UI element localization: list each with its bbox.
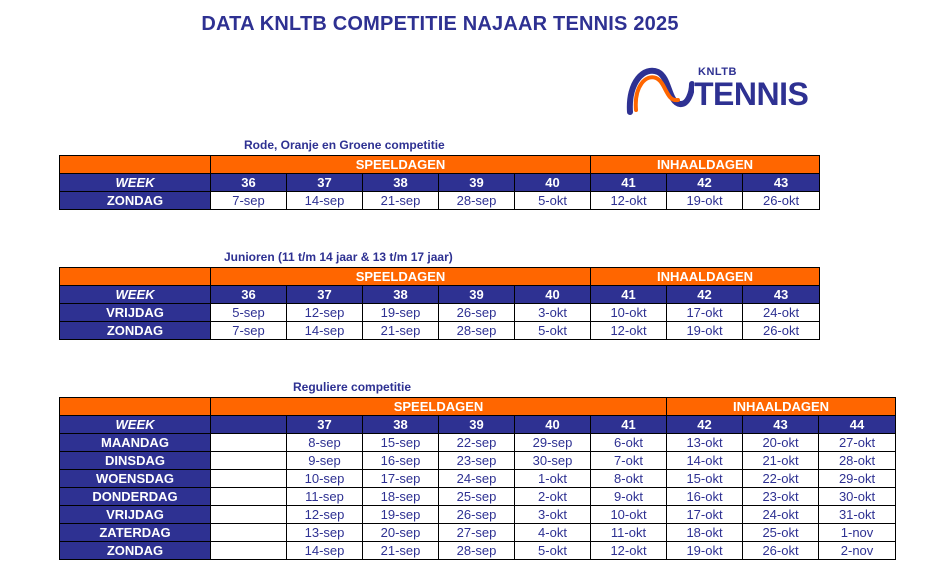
date-cell: 2-nov bbox=[819, 542, 896, 560]
date-cell: 18-sep bbox=[363, 488, 439, 506]
date-cell: 22-sep bbox=[439, 434, 515, 452]
date-cell: 10-sep bbox=[287, 470, 363, 488]
day-label: DINSDAG bbox=[60, 452, 211, 470]
week-label: WEEK bbox=[60, 286, 211, 304]
date-cell: 19-sep bbox=[363, 304, 439, 322]
date-cell: 12-sep bbox=[287, 304, 363, 322]
table2-caption: Junioren (11 t/m 14 jaar & 13 t/m 17 jaar) bbox=[224, 250, 453, 264]
table-row bbox=[60, 434, 896, 452]
day-label: VRIJDAG bbox=[60, 506, 211, 524]
date-cell: 8-sep bbox=[287, 434, 363, 452]
empty-cell bbox=[211, 488, 287, 506]
day-label: VRIJDAG bbox=[60, 304, 211, 322]
week-number: 40 bbox=[515, 416, 591, 434]
date-cell: 23-sep bbox=[439, 452, 515, 470]
table-row bbox=[60, 452, 896, 470]
section-speeldagen: SPEELDAGEN bbox=[211, 268, 591, 286]
date-cell: 19-okt bbox=[667, 542, 743, 560]
date-cell: 21-sep bbox=[363, 192, 439, 210]
table-row bbox=[60, 506, 896, 524]
date-cell: 28-sep bbox=[439, 322, 515, 340]
week-number: 37 bbox=[287, 286, 363, 304]
day-label: WOENSDAG bbox=[60, 470, 211, 488]
date-cell: 17-sep bbox=[363, 470, 439, 488]
date-cell: 3-okt bbox=[515, 304, 591, 322]
day-label: ZONDAG bbox=[60, 322, 211, 340]
date-cell: 15-okt bbox=[667, 470, 743, 488]
date-cell: 28-sep bbox=[439, 192, 515, 210]
week-row bbox=[60, 174, 820, 192]
week-number: 42 bbox=[667, 174, 743, 192]
date-cell: 11-okt bbox=[591, 524, 667, 542]
date-cell: 9-okt bbox=[591, 488, 667, 506]
date-cell: 28-sep bbox=[439, 542, 515, 560]
date-cell: 25-sep bbox=[439, 488, 515, 506]
page-title: DATA KNLTB COMPETITIE NAJAAR TENNIS 2025 bbox=[201, 13, 679, 35]
date-cell: 26-okt bbox=[743, 192, 820, 210]
date-cell: 26-sep bbox=[439, 304, 515, 322]
table-row bbox=[60, 470, 896, 488]
day-label: DONDERDAG bbox=[60, 488, 211, 506]
week-row bbox=[60, 416, 896, 434]
table3-caption: Reguliere competitie bbox=[293, 380, 412, 394]
header-blank bbox=[60, 156, 211, 174]
date-cell: 27-okt bbox=[819, 434, 896, 452]
table-row bbox=[60, 524, 896, 542]
logo-text-knltb: KNLTB bbox=[698, 66, 737, 78]
week-number: 39 bbox=[439, 286, 515, 304]
date-cell: 14-sep bbox=[287, 192, 363, 210]
day-label: MAANDAG bbox=[60, 434, 211, 452]
week-label: WEEK bbox=[60, 174, 211, 192]
empty-cell bbox=[211, 470, 287, 488]
empty-cell bbox=[211, 434, 287, 452]
date-cell: 11-sep bbox=[287, 488, 363, 506]
week-number: 43 bbox=[743, 174, 820, 192]
logo-text-tennis: TENNIS bbox=[694, 76, 809, 112]
date-cell: 5-sep bbox=[211, 304, 287, 322]
section-inhaaldagen: INHAALDAGEN bbox=[591, 156, 820, 174]
date-cell: 12-okt bbox=[591, 192, 667, 210]
date-cell: 24-okt bbox=[743, 304, 820, 322]
date-cell: 5-okt bbox=[515, 542, 591, 560]
date-cell: 13-sep bbox=[287, 524, 363, 542]
date-cell: 17-okt bbox=[667, 506, 743, 524]
section-inhaaldagen: INHAALDAGEN bbox=[591, 268, 820, 286]
week-number: 44 bbox=[819, 416, 896, 434]
empty-cell bbox=[211, 452, 287, 470]
date-cell: 26-okt bbox=[743, 542, 819, 560]
date-cell: 21-okt bbox=[743, 452, 819, 470]
week-number: 42 bbox=[667, 416, 743, 434]
week-number: 40 bbox=[515, 174, 591, 192]
date-cell: 7-sep bbox=[211, 322, 287, 340]
week-number: 37 bbox=[287, 174, 363, 192]
table1-schedule bbox=[59, 155, 820, 210]
section-speeldagen: SPEELDAGEN bbox=[211, 156, 591, 174]
table-row bbox=[60, 542, 896, 560]
date-cell: 26-sep bbox=[439, 506, 515, 524]
week-label: WEEK bbox=[60, 416, 211, 434]
date-cell: 14-okt bbox=[667, 452, 743, 470]
date-cell: 29-okt bbox=[819, 470, 896, 488]
date-cell: 1-nov bbox=[819, 524, 896, 542]
date-cell: 21-sep bbox=[363, 322, 439, 340]
date-cell: 14-sep bbox=[287, 322, 363, 340]
week-number: 36 bbox=[211, 174, 287, 192]
table-row bbox=[60, 304, 820, 322]
date-cell: 3-okt bbox=[515, 506, 591, 524]
week-row bbox=[60, 286, 820, 304]
table-row bbox=[60, 322, 820, 340]
empty-cell bbox=[211, 524, 287, 542]
date-cell: 14-sep bbox=[287, 542, 363, 560]
date-cell: 15-sep bbox=[363, 434, 439, 452]
date-cell: 31-okt bbox=[819, 506, 896, 524]
date-cell: 19-sep bbox=[363, 506, 439, 524]
week-number: 36 bbox=[211, 286, 287, 304]
day-label: ZATERDAG bbox=[60, 524, 211, 542]
date-cell: 7-sep bbox=[211, 192, 287, 210]
day-label: ZONDAG bbox=[60, 192, 211, 210]
week-number: 43 bbox=[743, 286, 820, 304]
week-number: 41 bbox=[591, 174, 667, 192]
table-row bbox=[60, 488, 896, 506]
week-number: 40 bbox=[515, 286, 591, 304]
week-number: 38 bbox=[363, 286, 439, 304]
empty-cell bbox=[211, 506, 287, 524]
date-cell: 6-okt bbox=[591, 434, 667, 452]
week-number: 38 bbox=[363, 174, 439, 192]
date-cell: 7-okt bbox=[591, 452, 667, 470]
date-cell: 16-okt bbox=[667, 488, 743, 506]
week-number: 39 bbox=[439, 174, 515, 192]
date-cell: 5-okt bbox=[515, 192, 591, 210]
date-cell: 30-sep bbox=[515, 452, 591, 470]
date-cell: 2-okt bbox=[515, 488, 591, 506]
date-cell: 4-okt bbox=[515, 524, 591, 542]
date-cell: 26-okt bbox=[743, 322, 820, 340]
knltb-tennis-logo bbox=[622, 62, 809, 118]
section-speeldagen: SPEELDAGEN bbox=[211, 398, 667, 416]
table3-schedule bbox=[59, 397, 896, 560]
week-number: 41 bbox=[591, 416, 667, 434]
table1-caption: Rode, Oranje en Groene competitie bbox=[244, 138, 445, 152]
date-cell: 12-okt bbox=[591, 322, 667, 340]
date-cell: 19-okt bbox=[667, 322, 743, 340]
date-cell: 20-okt bbox=[743, 434, 819, 452]
week-number: 39 bbox=[439, 416, 515, 434]
date-cell: 16-sep bbox=[363, 452, 439, 470]
week-number: 43 bbox=[743, 416, 819, 434]
date-cell: 9-sep bbox=[287, 452, 363, 470]
date-cell: 10-okt bbox=[591, 506, 667, 524]
date-cell: 27-sep bbox=[439, 524, 515, 542]
header-blank bbox=[60, 398, 211, 416]
day-label: ZONDAG bbox=[60, 542, 211, 560]
table-row bbox=[60, 192, 820, 210]
date-cell: 12-sep bbox=[287, 506, 363, 524]
tennis-swoosh-icon bbox=[622, 62, 694, 118]
date-cell: 22-okt bbox=[743, 470, 819, 488]
date-cell: 21-sep bbox=[363, 542, 439, 560]
date-cell: 12-okt bbox=[591, 542, 667, 560]
empty-cell bbox=[211, 542, 287, 560]
date-cell: 24-okt bbox=[743, 506, 819, 524]
date-cell: 28-okt bbox=[819, 452, 896, 470]
date-cell: 23-okt bbox=[743, 488, 819, 506]
date-cell: 13-okt bbox=[667, 434, 743, 452]
date-cell: 1-okt bbox=[515, 470, 591, 488]
date-cell: 25-okt bbox=[743, 524, 819, 542]
date-cell: 30-okt bbox=[819, 488, 896, 506]
week-number: 41 bbox=[591, 286, 667, 304]
date-cell: 8-okt bbox=[591, 470, 667, 488]
header-blank bbox=[60, 268, 211, 286]
date-cell: 10-okt bbox=[591, 304, 667, 322]
week-number: 38 bbox=[363, 416, 439, 434]
table2-schedule bbox=[59, 267, 820, 340]
week-number: 37 bbox=[287, 416, 363, 434]
date-cell: 5-okt bbox=[515, 322, 591, 340]
date-cell: 20-sep bbox=[363, 524, 439, 542]
section-inhaaldagen: INHAALDAGEN bbox=[667, 398, 896, 416]
week-number: 42 bbox=[667, 286, 743, 304]
date-cell: 24-sep bbox=[439, 470, 515, 488]
date-cell: 18-okt bbox=[667, 524, 743, 542]
date-cell: 19-okt bbox=[667, 192, 743, 210]
date-cell: 17-okt bbox=[667, 304, 743, 322]
week-blank bbox=[211, 416, 287, 434]
date-cell: 29-sep bbox=[515, 434, 591, 452]
